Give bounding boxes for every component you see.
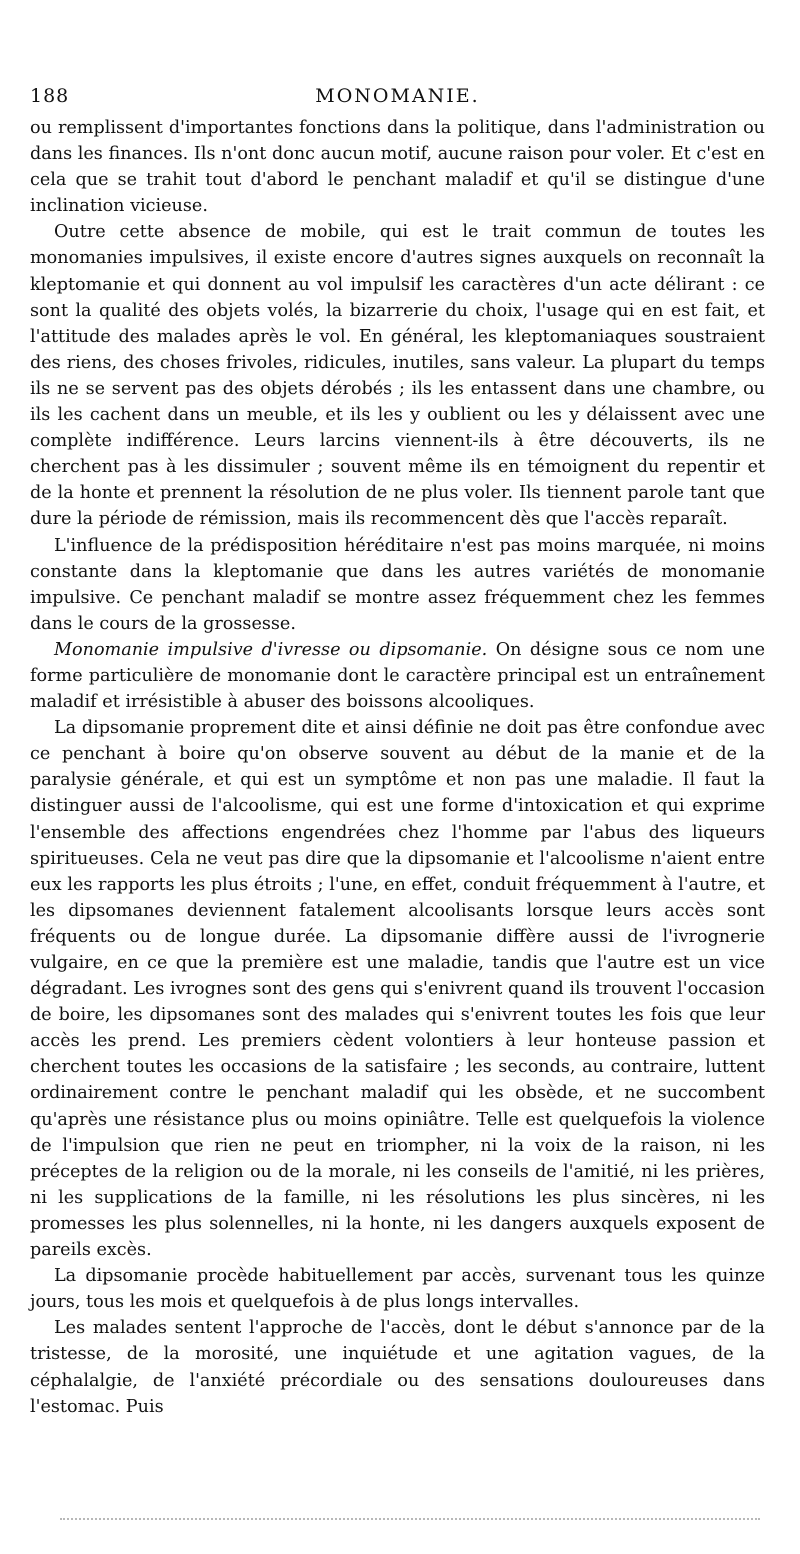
body-text: [30, 115, 765, 1420]
paragraph-dipsomania-onset: Les malades sentent l'approche de l'accès, dont le début s'annonce par de la tristesse, de la morosité, une inquiétude et une agitation vagues, de la céphalalgie, de l'anxiété précordiale ou des sensations douloureuses dans l'estomac. Puis: [30, 1318, 765, 1417]
paragraph-text: On désigne sous ce nom une forme particulière de monomanie dont le caractère principal est un entraînement maladif et irrésistible à abuser des boissons alcooliques.: [30, 639, 765, 713]
paragraph-continuation: ou remplissent d'importantes fonctions dans la politique, dans l'administration ou dans les finances. Ils n'ont donc aucun motif, aucune raison pour voler. Et c'est en cela que se trahit tout d'abord le penchant maladif et qu'il se distingue d'une inclination vicieuse.: [30, 118, 765, 217]
book-page: [30, 85, 765, 1420]
paragraph-heredity: L'influence de la prédisposition héréditaire n'est pas moins marquée, ni moins constante dans la kleptomanie que dans les autres variétés de monomanie impulsive. Ce penchant maladif se montre assez fréquemment chez les femmes dans le cours de la grossesse.: [30, 535, 765, 634]
bottom-bleed-through: [60, 1518, 760, 1520]
page-number: 188: [30, 85, 70, 107]
running-title: MONOMANIE.: [315, 85, 480, 107]
section-title: Monomanie impulsive d'ivresse ou dipsomanie.: [54, 639, 488, 660]
paragraph-dipsomania-definition: [30, 637, 765, 715]
paragraph-kleptomania-signs: Outre cette absence de mobile, qui est le trait commun de toutes les monomanies impulsives, il existe encore d'autres signes auxquels on reconnaît la kleptomanie et qui donnent au vol impulsif les caractères d'un acte délirant : ce sont la qualité des objets volés, la bizarrerie du choix, l'usage qui en est fait, et l'attitude des malades après le vol. En général, les kleptomaniaques soustraient des riens, des choses frivoles, ridicules, inutiles, sans valeur. La plupart du temps ils ne se servent pas des objets dérobés ; ils les entassent dans une chambre, ou ils les cachent dans un meuble, et ils les y oublient ou les y délaissent avec une complète indifférence. Leurs larcins viennent-ils à être découverts, ils ne cherchent pas à les dissimuler ; souvent même ils en témoignent du repentir et de la honte et prennent la résolution de ne plus voler. Ils tiennent parole tant que dure la période de rémission, mais ils recommencent dès que l'accès reparaît.: [30, 222, 765, 530]
paragraph-dipsomania-access: La dipsomanie procède habituellement par accès, survenant tous les quinze jours, tous les mois et quelquefois à de plus longs intervalles.: [30, 1266, 765, 1313]
running-head: [30, 85, 765, 115]
paragraph-dipsomania-distinction: La dipsomanie proprement dite et ainsi définie ne doit pas être confondue avec ce penchant à boire qu'on observe souvent au début de la manie et de la paralysie générale, et qui est un symptôme et non pas une maladie. Il faut la distinguer aussi de l'alcoolisme, qui est une forme d'intoxication et qui exprime l'ensemble des affections engendrées chez l'homme par l'abus des liqueurs spiritueuses. Cela ne veut pas dire que la dipsomanie et l'alcoolisme n'aient entre eux les rapports les plus étroits ; l'une, en effet, conduit fréquemment à l'autre, et les dipsomanes deviennent fatalement alcoolisants lorsque leurs accès sont fréquents ou de longue durée. La dipsomanie diffère aussi de l'ivrognerie vulgaire, en ce que la première est une maladie, tandis que l'autre est un vice dégradant. Les ivrognes sont des gens qui s'enivrent quand ils trouvent l'occasion de boire, les dipsomanes sont des malades qui s'enivrent toutes les fois que leur accès les prend. Les premiers cèdent volontiers à leur honteuse passion et cherchent toutes les occasions de la satisfaire ; les seconds, au contraire, luttent ordinairement contre le penchant maladif qui les obsède, et ne succombent qu'après une résistance plus ou moins opiniâtre. Telle est quelquefois la violence de l'impulsion que rien ne peut en triompher, ni la voix de la raison, ni les préceptes de la religion ou de la morale, ni les conseils de l'amitié, ni les prières, ni les supplications de la famille, ni les résolutions les plus sincères, ni les promesses les plus solennelles, ni la honte, ni les dangers auxquels exposent de pareils excès.: [30, 718, 765, 1261]
